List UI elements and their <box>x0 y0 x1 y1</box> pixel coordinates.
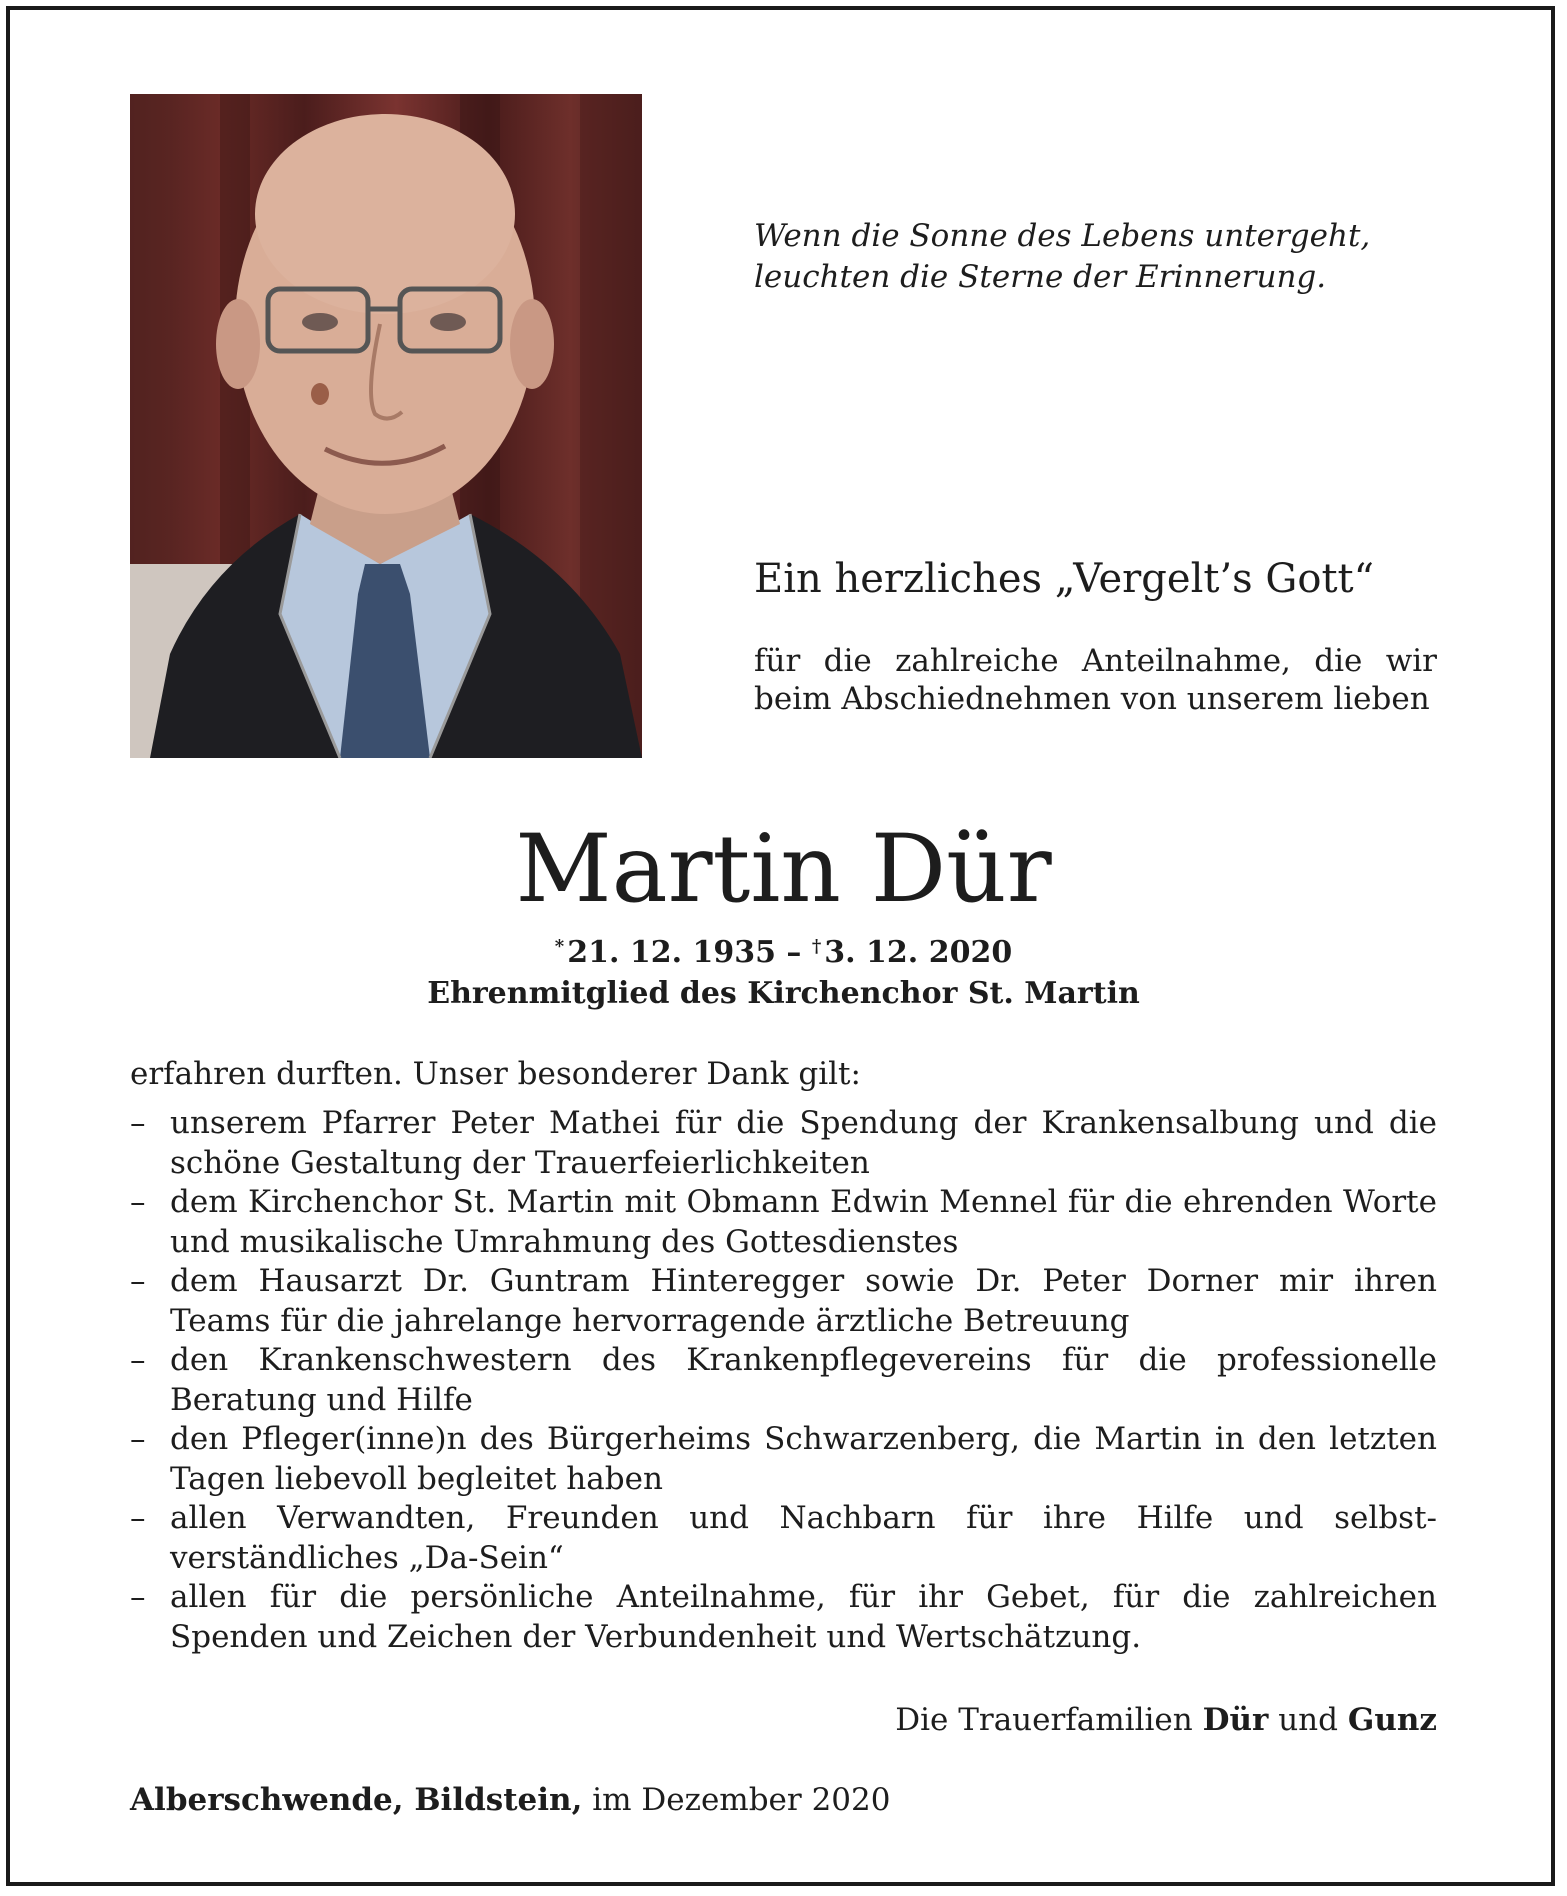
list-item <box>130 1341 1437 1420</box>
list-bullet: – <box>130 1500 146 1536</box>
life-dates <box>0 935 1567 970</box>
death-symbol: † <box>811 936 822 957</box>
memorial-quote <box>754 216 1370 298</box>
footer-places: Alberschwende, Bildstein, <box>130 1782 583 1818</box>
list-item-text: den Pfleger(inne)n des Bürgerheims Schwarzenberg, die Martin in den letzten Tagen liebevoll begleitet haben <box>170 1421 1437 1497</box>
list-bullet: – <box>130 1579 146 1615</box>
signature-conjunction: und <box>1278 1702 1338 1738</box>
list-item <box>130 1104 1437 1183</box>
list-item-text: den Krankenschwestern des Krankenpflegevereins für die professionelle Beratung und Hilfe <box>170 1342 1437 1418</box>
intro-text: für die zahlreiche Anteilnahme, die wir beim Abschiednehmen von unserem lieben <box>754 643 1437 717</box>
quote-line-1: Wenn die Sonne des Lebens untergeht, <box>754 218 1371 254</box>
list-item-text: allen Verwandten, Freunden und Nachbarn für ihre Hilfe und selbst-verständliches „Da-Sein“ <box>170 1500 1437 1576</box>
quote-line-2: leuchten die Sterne der Erinnerung. <box>754 259 1327 295</box>
list-bullet: – <box>130 1342 146 1378</box>
list-item-text: dem Hausarzt Dr. Guntram Hinteregger sowie Dr. Peter Dorner mir ihren Teams für die jahrelange hervorragende ärztliche Betreuung <box>170 1263 1437 1339</box>
list-item <box>130 1499 1437 1578</box>
list-item-text: dem Kirchenchor St. Martin mit Obmann Edwin Mennel für die ehrenden Worte und musikalische Umrahmung des Gottesdienstes <box>170 1184 1437 1260</box>
list-item <box>130 1262 1437 1341</box>
lead-sentence: erfahren durften. Unser besonderer Dank gilt: <box>130 1056 861 1092</box>
signature <box>895 1702 1437 1738</box>
list-item-text: unserem Pfarrer Peter Mathei für die Spendung der Krankensalbung und die schöne Gestaltung der Trauerfeierlichkeiten <box>170 1105 1437 1181</box>
family-name-2: Gunz <box>1347 1702 1437 1738</box>
list-bullet: – <box>130 1263 146 1299</box>
thanks-heading: Ein herzliches „Vergelt’s Gott“ <box>754 556 1375 602</box>
footer-date: im Dezember 2020 <box>592 1782 891 1818</box>
list-bullet: – <box>130 1184 146 1220</box>
family-name-1: Dür <box>1202 1702 1269 1738</box>
date-separator: – <box>775 935 812 970</box>
death-date: 3. 12. 2020 <box>824 935 1013 970</box>
list-item-text: allen für die persönliche Anteilnahme, für ihr Gebet, für die zahlreichen Spenden und Zeichen der Verbundenheit und Wertschätzung. <box>170 1579 1437 1655</box>
deceased-name: Martin Dür <box>515 815 1052 924</box>
list-bullet: – <box>130 1421 146 1457</box>
thanks-list <box>130 1104 1437 1657</box>
portrait-photo <box>130 94 642 758</box>
list-bullet: – <box>130 1105 146 1141</box>
list-item <box>130 1420 1437 1499</box>
list-item <box>130 1578 1437 1657</box>
list-item <box>130 1183 1437 1262</box>
birth-date: 21. 12. 1935 <box>567 935 776 970</box>
deceased-role: Ehrenmitglied des Kirchenchor St. Martin <box>427 976 1140 1011</box>
birth-symbol: * <box>554 936 565 957</box>
signature-prefix: Die Trauerfamilien <box>895 1702 1193 1738</box>
place-date-footer <box>130 1782 890 1818</box>
